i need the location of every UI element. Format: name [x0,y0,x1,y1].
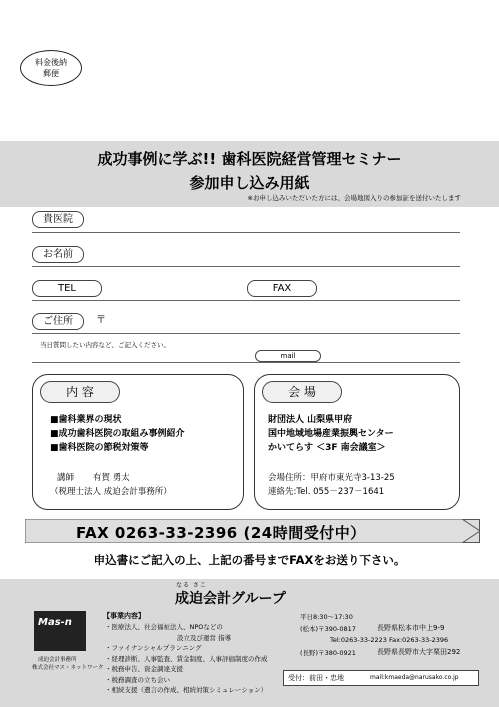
footer-ruby: なる さこ [176,582,207,589]
address-label: ご住所 [32,313,84,330]
services-heading: 【事業内容】 [103,612,145,620]
service-item: ・相続支援（遺言の作成、相続対策シミュレーション） [105,686,268,694]
services-list [105,622,268,696]
questions-field-line[interactable] [32,362,460,363]
service-item: ・経理診断、人事監査、賃金制度、人事評価制度の作成 [105,654,268,663]
fax-instruction: 申込書にご記入の上、上記の番号までFAXをお送り下さい。 [93,553,406,567]
reception-box [283,670,479,686]
reception-mail[interactable]: mail:kmaeda@narusako.co.jp [370,674,459,681]
tel-fax-field-line[interactable] [32,300,460,301]
service-item: ・ファイナンシャルプランニング [105,644,202,652]
office-hours: 平日8:30～17:30 [300,613,353,621]
fax-number-bar [25,519,480,543]
content-heading: 内 容 [40,381,120,403]
content-item-1: ■歯科業界の現状 [50,415,122,425]
content-item-3: ■歯科医院の節税対策等 [50,443,149,453]
postal-mark: 〒 [96,315,106,326]
matsumoto-tel-fax: Tel:0263-33-2223 Fax:0263-33-2396 [330,636,449,644]
lecturer-org: （税理士法人 成迫会計事務所） [50,487,172,497]
clinic-field-line[interactable] [32,232,460,233]
name-label: お名前 [32,246,84,263]
reception-staff: 受付：前田・忠地 [288,674,344,682]
service-item: ・医療法人、社会福祉法人、NPOなどの [105,623,223,631]
venue-line-3: かいてらす ＜3F 南会議室＞ [268,443,386,453]
venue-heading: 会 場 [262,381,342,403]
tel-label: TEL [32,280,102,297]
nagano-label: (長野)〒380-0921 [300,649,356,657]
venue-address: 会場住所：甲府市東光寺3-13-25 [268,473,395,483]
service-item: ・税務申告、資金調達支援 [105,665,183,673]
postage-stamp [20,50,82,86]
name-field-line[interactable] [32,266,460,267]
logo-caption-1: 成迫会計事務所 [38,657,77,663]
matsumoto-address: 長野県松本市中上9-9 [377,624,445,632]
group-name: 成迫会計グループ [175,591,286,607]
content-item-2: ■成功歯科医院の取組み事例紹介 [50,429,185,439]
questions-label: 当日質問したい内容など、ご記入ください。 [40,341,170,349]
fax-bar-text: FAX 0263-33-2396 (24時間受付中） [76,524,366,542]
logo-text: Mas-n [38,617,72,628]
company-logo [34,611,86,651]
lecturer-label: 講師 [57,473,75,483]
lecturer-name: 有賀 勇太 [93,473,130,483]
seminar-title: 成功事例に学ぶ!! 歯科医院経営管理セミナー [97,150,402,168]
matsumoto-label: (松本)〒390-0817 [300,625,356,633]
logo-caption-2: 株式会社マス・ネットワーク [32,665,104,671]
service-item: ・税務調査の立ち会い [105,675,170,684]
address-field-line[interactable] [32,333,460,334]
postage-line1: 料金後納 [35,58,67,67]
mail-label: mail [255,350,321,362]
venue-contact: 連絡先:Tel. 055－237－1641 [268,487,385,497]
fax-label: FAX [247,280,317,297]
venue-line-2: 国中地域地場産業振興センター [268,429,394,439]
header-note: ※お申し込みいただいた方には、会場地図入りの参加証を送付いたします [247,194,461,202]
venue-line-1: 財団法人 山梨県甲府 [268,415,353,425]
postage-line2: 郵便 [43,69,59,78]
nagano-address: 長野県長野市大字栗田292 [377,648,461,656]
form-title: 参加申し込み用紙 [189,174,310,192]
service-item: 設立及び運営 指導 [177,633,232,642]
clinic-label: 貴医院 [32,211,84,228]
